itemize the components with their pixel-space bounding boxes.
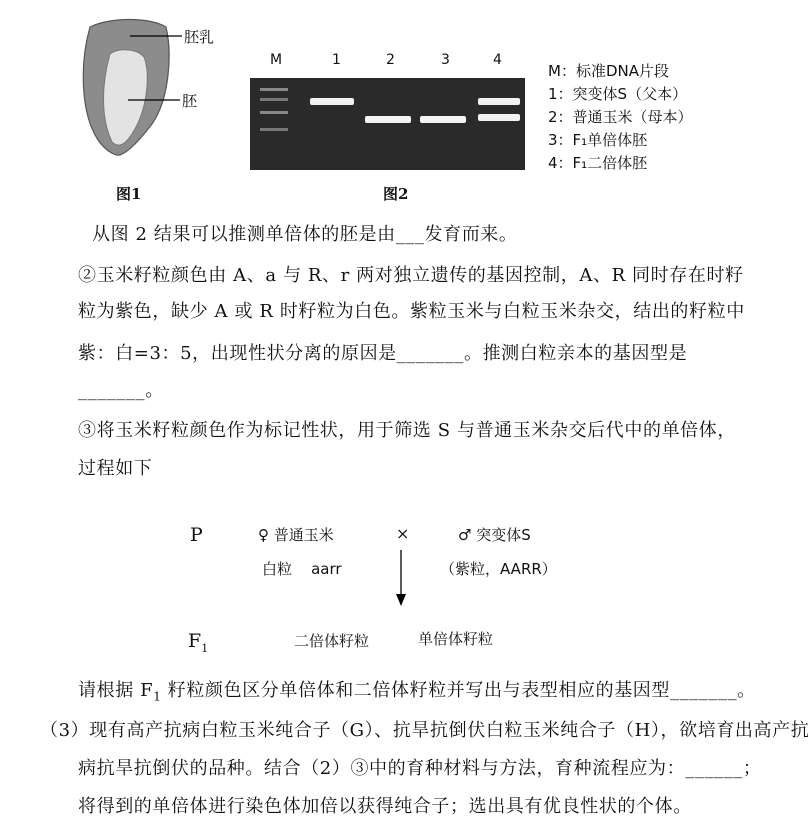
legend-item: 4：F₁二倍体胚 xyxy=(548,154,648,172)
cross-diploid: 二倍体籽粒 xyxy=(294,632,370,650)
cross-female: ♀ 普通玉米 xyxy=(258,526,334,544)
legend-item: 2：普通玉米（母本） xyxy=(548,108,693,126)
paragraph-2-line-3: 紫：白=3：5，出现性状分离的原因是_______。推测白粒亲本的基因型是 xyxy=(78,343,688,364)
question-1-rest: 籽粒颜色区分单倍体和二倍体籽粒并写出与表型相应的基因型_______。 xyxy=(161,680,756,701)
gel-band-lane-4 xyxy=(478,114,520,121)
lane-label-m: M xyxy=(270,52,283,68)
lane-label-1: 1 xyxy=(332,52,341,68)
gel-band-lane-2 xyxy=(365,116,411,123)
cross-male: ♂ 突变体S xyxy=(458,526,531,544)
legend-item: M：标准DNA片段 xyxy=(548,62,669,80)
lane-label-2: 2 xyxy=(386,52,395,68)
label-embryo: 胚 xyxy=(182,92,198,110)
legend-item: 1：突变体S（父本） xyxy=(548,85,688,103)
label-endosperm: 胚乳 xyxy=(184,28,215,46)
question-1 xyxy=(78,672,756,716)
gel-band-m xyxy=(260,88,288,91)
paragraph-2-line-2: 粒为紫色，缺少 A 或 R 时籽粒为白色。紫粒玉米与白粒玉米杂交，结出的籽粒中 xyxy=(78,301,745,322)
lane-label-4: 4 xyxy=(493,52,502,68)
question-2-line-2: 病抗旱抗倒伏的品种。结合（2）③中的育种材料与方法，育种流程应为：______； xyxy=(78,758,762,779)
paragraph-3-line-2: 过程如下 xyxy=(78,458,153,479)
cross-male-phenotype: （紫粒，AARR） xyxy=(440,560,557,578)
gel-image xyxy=(250,78,525,170)
gel-legend xyxy=(548,60,693,175)
paragraph-2-line-1: ②玉米籽粒颜色由 A、a 与 R、r 两对独立遗传的基因控制，A、R 同时存在时籽 xyxy=(78,265,744,286)
question-2-line-1: （3）现有高产抗病白粒玉米纯合子（G）、抗旱抗倒伏白粒玉米纯合子（H），欲培育出高产抗 xyxy=(40,720,810,741)
cross-p-label: P xyxy=(190,524,203,546)
cross-f1-subscript: 1 xyxy=(201,641,209,655)
question-2-line-3: 将得到的单倍体进行染色体加倍以获得纯合子；选出具有优良性状的个体。 xyxy=(78,796,692,817)
question-1-subscript: 1 xyxy=(153,689,162,704)
gel-band-lane-3 xyxy=(420,116,466,123)
gel-band-m xyxy=(260,128,288,131)
question-1-prefix: 请根据 F xyxy=(78,680,154,701)
cross-f1-text: F xyxy=(188,630,202,652)
gel-band-m xyxy=(260,111,288,114)
cross-symbol: × xyxy=(396,524,410,543)
legend-item: 3：F₁单倍体胚 xyxy=(548,131,648,149)
figure2-caption: 图2 xyxy=(383,185,409,203)
paragraph-3-line-1: ③将玉米籽粒颜色作为标记性状，用于筛选 S 与普通玉米杂交后代中的单倍体， xyxy=(78,420,736,441)
paragraph-1: 从图 2 结果可以推测单倍体的胚是由___发育而来。 xyxy=(92,224,518,245)
cross-f1-label xyxy=(188,630,208,655)
figure1-caption: 图1 xyxy=(116,185,142,203)
cross-haploid: 单倍体籽粒 xyxy=(418,630,494,648)
cross-female-phenotype: 白粒 aarr xyxy=(262,560,342,578)
gel-band-lane-1 xyxy=(310,98,354,105)
paragraph-2-line-4: _______。 xyxy=(78,380,164,401)
gel-band-m xyxy=(260,98,288,101)
gel-band-lane-4 xyxy=(478,98,520,105)
lane-label-3: 3 xyxy=(441,52,450,68)
seed-diagram xyxy=(60,12,260,172)
cross-arrow xyxy=(394,550,408,608)
